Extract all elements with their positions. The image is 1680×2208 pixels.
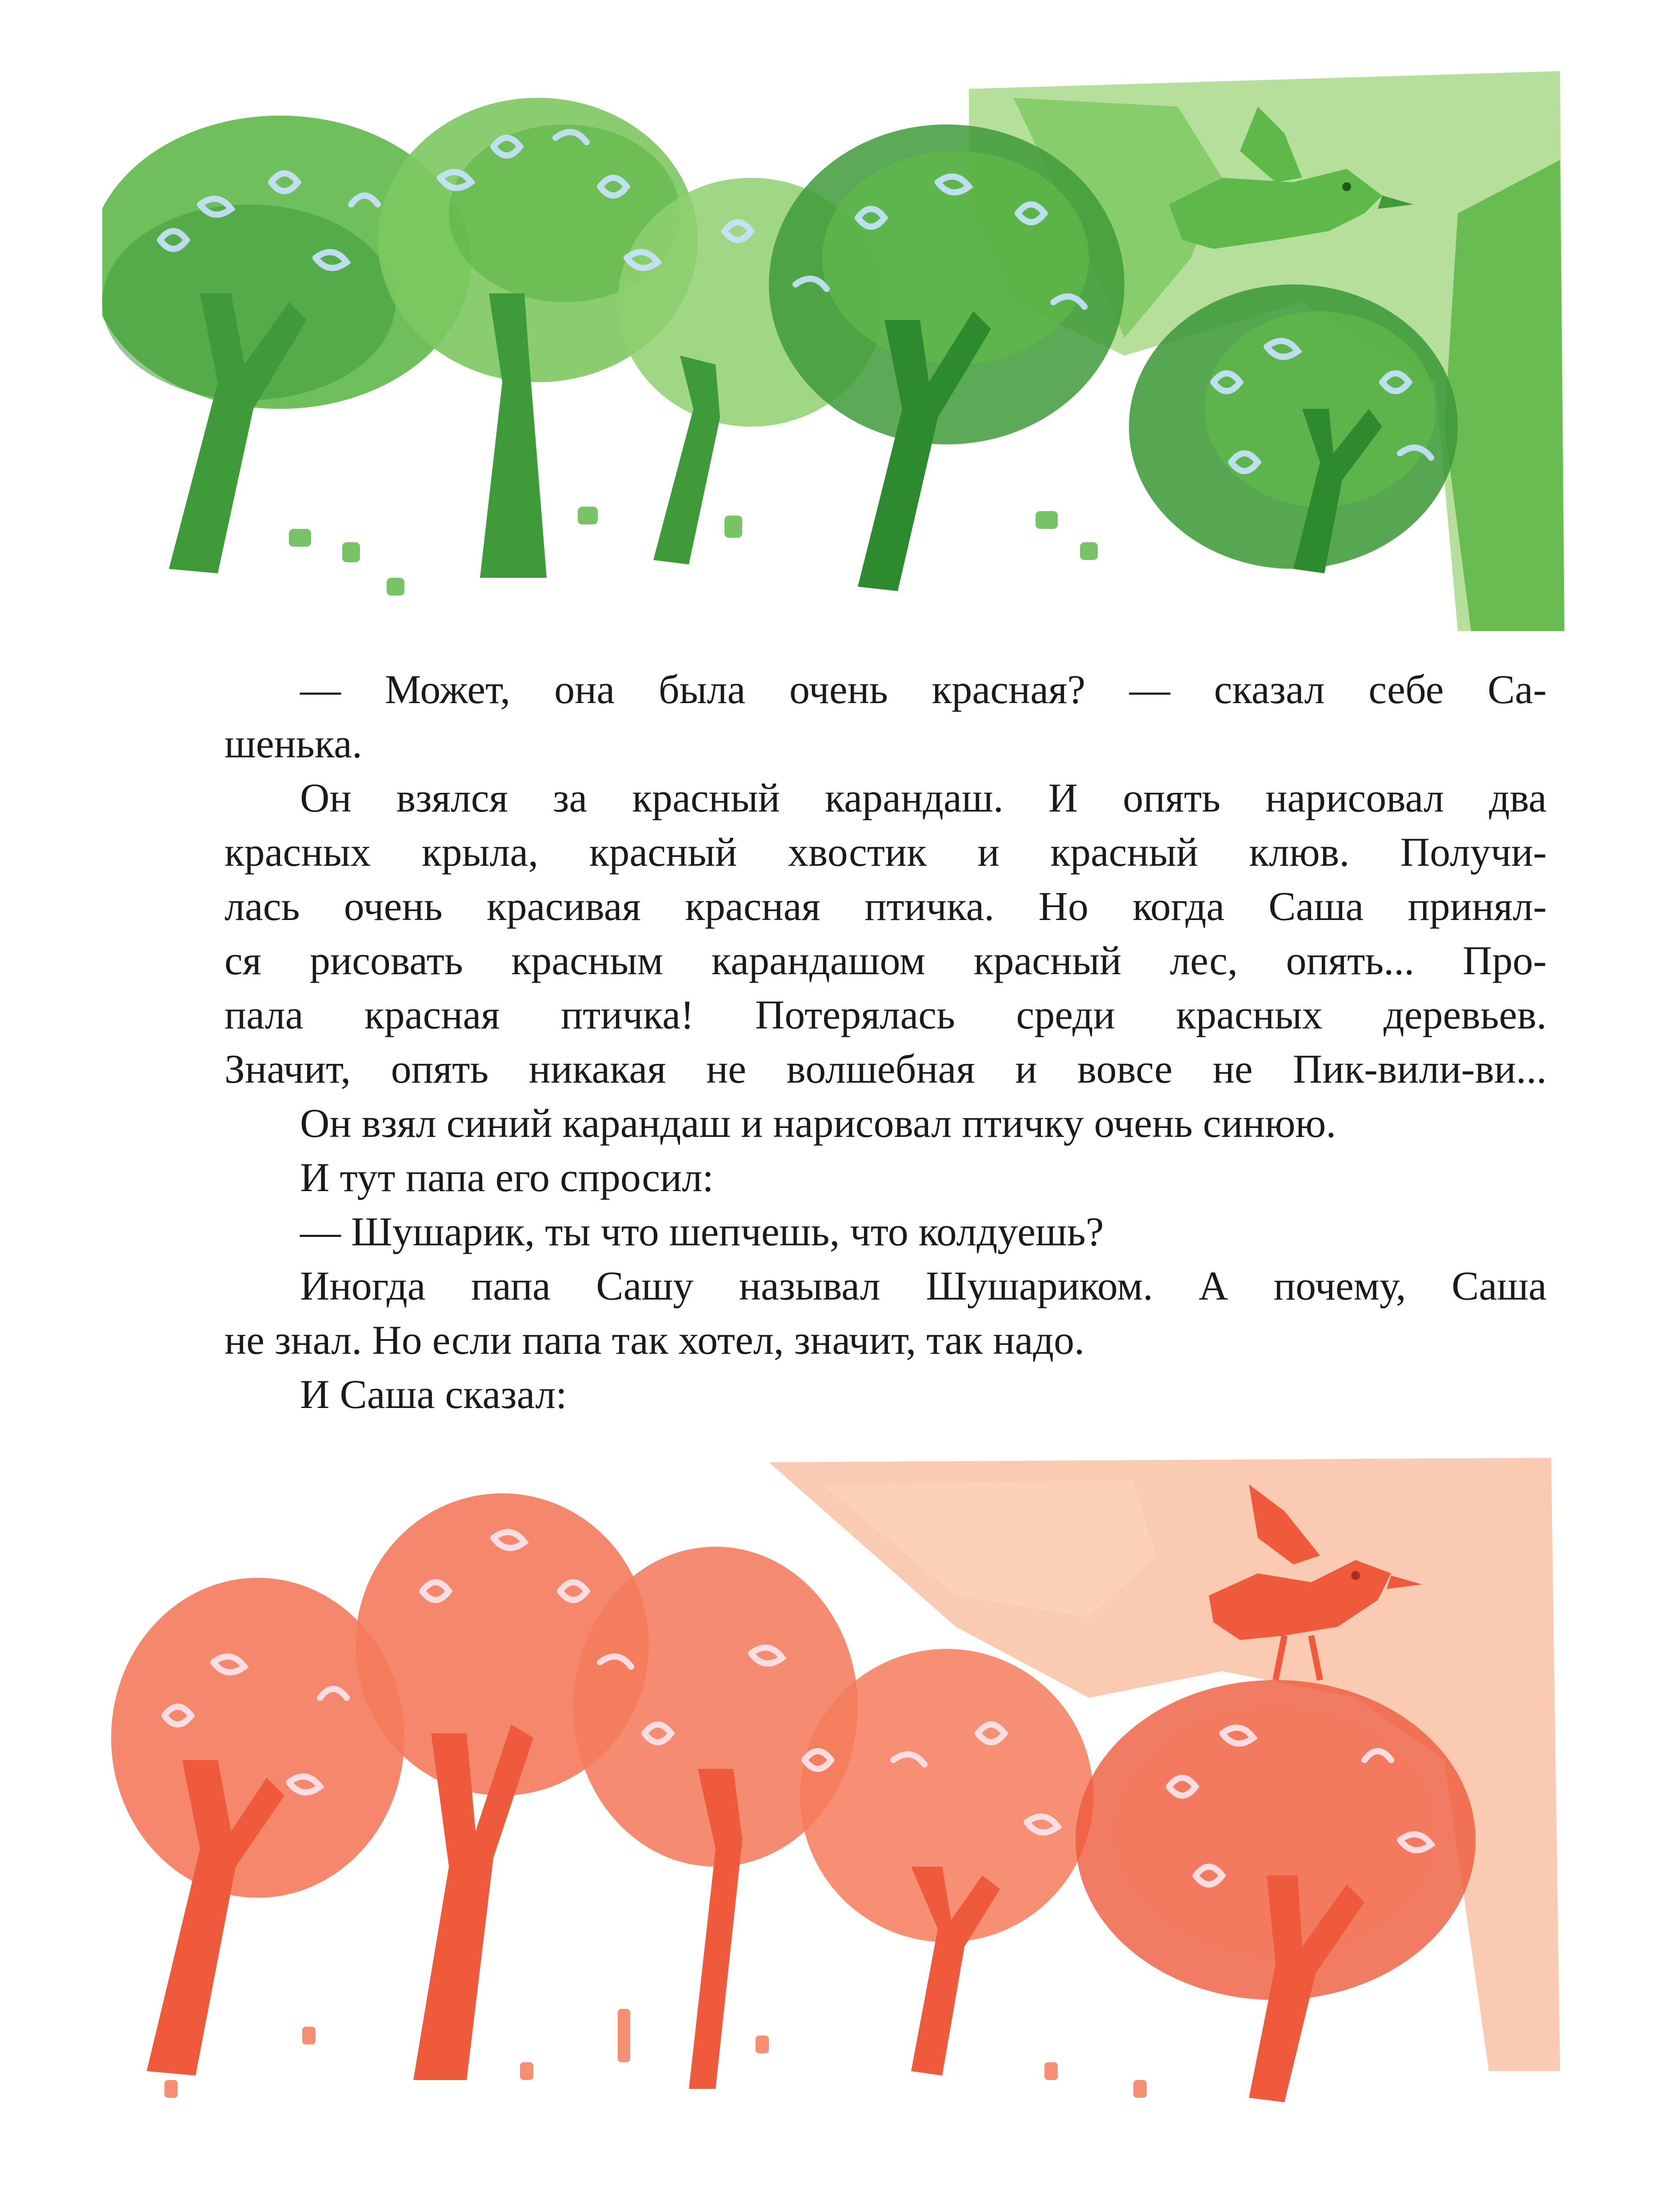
paragraph: — Шушарик, ты что шепчешь, что колдуешь? (300, 1209, 1104, 1254)
paragraph-line: ся рисовать красным карандашом красный лес, опять... Про- (224, 938, 1547, 983)
red-forest-illustration (111, 1449, 1578, 2124)
paragraph-line: лась очень красивая красная птичка. Но когда Саша принял- (224, 884, 1547, 929)
paragraph-continuation: шенька. (224, 721, 363, 766)
green-forest-illustration (102, 71, 1569, 636)
paragraph: Он взял синий карандаш и нарисовал птичку очень синюю. (300, 1100, 1336, 1146)
paragraph-line: Значит, опять никакая не волшебная и вовсе не Пик-вили-ви... (224, 1046, 1547, 1092)
paragraph: Иногда папа Сашу называл Шушариком. А почему, Саша (300, 1263, 1547, 1308)
paragraph-line: не знал. Но если папа так хотел, значит, так надо. (224, 1317, 1085, 1363)
story-text (224, 662, 1547, 1421)
paragraph: Он взялся за красный карандаш. И опять нарисовал два (300, 775, 1547, 820)
paragraph-line: пала красная птичка! Потерялась среди красных деревьев. (224, 992, 1547, 1037)
paragraph: — Может, она была очень красная? — сказал себе Са- (300, 667, 1547, 712)
paragraph-line: красных крыла, красный хвостик и красный клюв. Получи- (224, 829, 1547, 875)
paragraph: И Саша сказал: (300, 1372, 567, 1417)
paragraph: И тут папа его спросил: (300, 1155, 714, 1200)
